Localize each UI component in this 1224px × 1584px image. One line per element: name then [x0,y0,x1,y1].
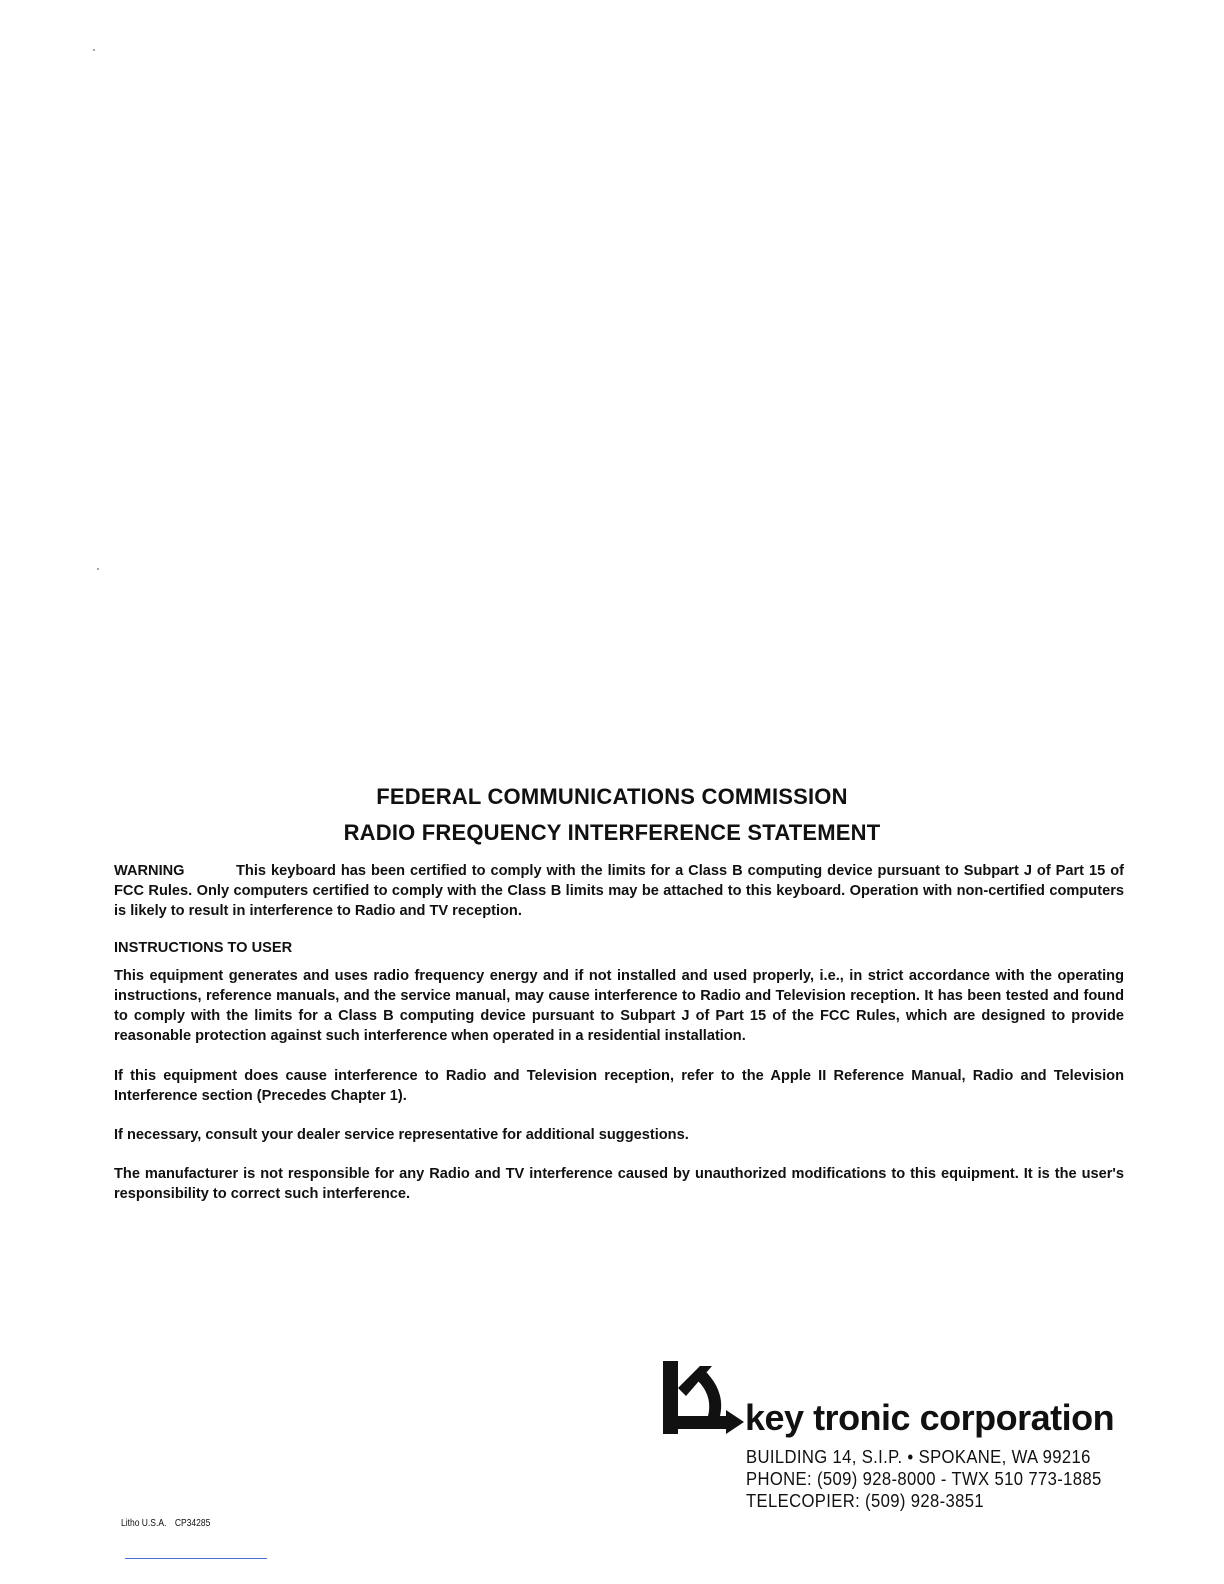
telecopier-line: TELECOPIER: (509) 928-3851 [746,1490,984,1511]
paragraph-text: If this equipment does cause interference to Radio and Television reception, refer to the Apple II Reference Manual, Radio and Television Interference section (Precedes Chapter 1). [114,1068,1124,1104]
paragraph-text: The manufacturer is not responsible for any Radio and TV interference caused by unauthorized modifications to this equipment. It is the user's responsibility to correct such interference. [114,1166,1124,1202]
litho-label: Litho U.S.A. [121,1518,167,1529]
instructions-paragraph [114,1164,1124,1204]
company-address-block [746,1446,1102,1512]
document-code: CP34285 [174,1518,211,1529]
warning-label: WARNING [114,863,185,879]
page-title-line-1: FEDERAL COMMUNICATIONS COMMISSION [376,784,848,809]
phone-line: PHONE: (509) 928-8000 - TWX 510 773-1885 [746,1468,1102,1489]
key-tronic-logo-icon [660,1358,744,1438]
instructions-paragraph [114,966,1124,1046]
print-info [121,1518,210,1529]
instructions-heading [114,938,1124,958]
scan-speck [93,49,95,51]
instructions-paragraph [114,1066,1124,1106]
page-title-line-2: RADIO FREQUENCY INTERFERENCE STATEMENT [343,820,881,845]
instructions-heading-text: INSTRUCTIONS TO USER [114,940,293,956]
warning-paragraph [114,861,1124,921]
paragraph-text: If necessary, consult your dealer service representative for additional suggestions. [114,1127,689,1143]
paragraph-text: This equipment generates and uses radio frequency energy and if not installed and used properly, i.e., in strict accordance with the operating instructions, reference manuals, and the service manual, may cause interference to Radio and Television reception. It has been tested and found to comply with the limits for a Class B computing device pursuant to Subpart J of Part 15 of the FCC Rules, which are designed to provide reasonable protection against such interference when operated in a residential installation. [114,968,1124,1044]
divider-line [125,1558,267,1559]
warning-text: This keyboard has been certified to comply with the limits for a Class B computing device pursuant to Subpart J of Part 15 of FCC Rules. Only computers certified to comply with the Class B limits may be attached to this keyboard. Operation with non-certified computers is likely to result in interference to Radio and TV reception. [114,863,1124,919]
instructions-paragraph [114,1125,1124,1145]
address-line: BUILDING 14, S.I.P. • SPOKANE, WA 99216 [746,1446,1091,1467]
scan-speck [97,568,99,570]
company-name: key tronic corporation [745,1397,1115,1438]
